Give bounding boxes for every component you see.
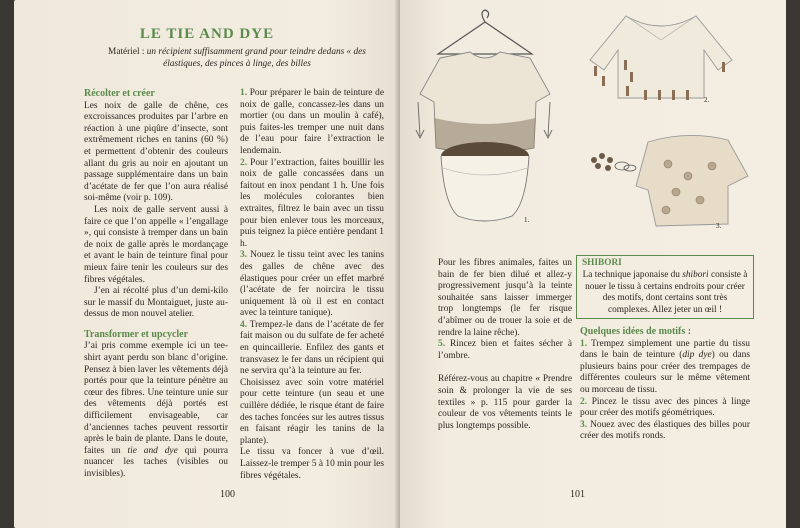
step-4-note-1: Choisissez avec soin votre matériel pour cette teinture (un seau et une cuillère dédiée, le risque étant de faire des taches foncées sur les autres tissus en faisant réagir les tanins de la plante). [240, 377, 384, 446]
fibres-column [438, 258, 572, 432]
illustration-marbles [578, 126, 758, 236]
right-page [400, 0, 786, 528]
motif-1: 1. Trempez simplement une partie du tissu dans le bain de teinture (dip dye) ou dans plusieurs bains pour créer des trempages de différentes couleurs sur le même vêtement ou morceau de tissu. [580, 338, 750, 395]
shibori-title: SHIBORI [582, 258, 622, 268]
step-2: 2. Pour l’extraction, faites bouillir les noix de galle concassées dans un faitout en inox pendant 1 h. Une fois les molécules colorantes bien extraites, filtrez le bain avec un tissu pour bien enlever tous les morceaux, puis teignez la pièce entière pendant 1 h. [240, 157, 384, 249]
step-4: 4. Trempez-le dans de l’acétate de fer fait maison ou du sulfate de fer acheté en quincaillerie. Enfilez des gants et transvasez le fer dans un récipient qui ne servira qu’à la teinture au fer. [240, 319, 384, 377]
refer-paragraph: Référez-vous au chapitre « Prendre soin & prolonger la vie de ses textiles » p. 115 pour garder la couleur de vos vêtements teints le plus longtemps possible. [438, 374, 572, 431]
recolter-heading: Récolter et créer [84, 88, 155, 99]
materiel-text: un récipient suffisamment grand pour teindre dedans « des élastiques, des pinces à linge, des billes [146, 47, 366, 69]
page-title: LE TIE AND DYE [139, 26, 275, 42]
transformer-heading: Transformer et upcycler [84, 328, 189, 340]
step-4-note-2: Le tissu va foncer à vue d’œil. Laissez-le tremper 5 à 10 min pour les fibres végétales. [240, 447, 384, 481]
figure-label-2: 2. [704, 96, 710, 104]
step-1: 1. Pour préparer le bain de teinture de noix de galle, concassez-les dans un mortier (ou dans un moulin à café), puis faites-les tremper une nuit dans de l’eau pour faire l’extraction le lendemain. [240, 88, 384, 156]
illustration-dip-dye [410, 8, 560, 236]
page-number-left: 100 [220, 489, 235, 500]
steps-column [240, 88, 384, 482]
step-3: 3. Nouez le tissu teint avec les tanins des galles de chêne avec des élastiques pour créer un effet marbré (l’acétate de fer noircira le tissu uniquement là où il est en contact avec la teinture tanique). [240, 250, 384, 319]
recolter-paragraph-2: Les noix de galle servent aussi à faire ce que l’on appelle « l’engallage », qui consiste à tremper dans un bain de noix de galle après le mordançage et avant le bain de teinture final pour mieux faire tenir les couleurs sur des fibres végétales. [84, 204, 228, 285]
materiel-label: Matériel : [108, 47, 147, 57]
step-5: 5. Rincez bien et faites sécher à l’ombre. [438, 339, 572, 361]
transformer-paragraph: J’ai pris comme exemple ici un tee-shirt ayant perdu son blanc d’origine. Pensez à bien laver les vêtements déjà portés pour que la teinture pénètre au cœur des fibres. Une teinture unie sur des vêtements déjà portés est difficilement envisageable, car d’anciennes taches peuvent ressortir après le bain de plante. Dans le doute, faites un tie and dye qui pourra nuancer les taches (visibles ou invisibles). [84, 341, 228, 479]
motifs-heading: Quelques idées de motifs : [580, 326, 692, 337]
recolter-paragraph-1: Les noix de galle de chêne, ces excroissances produites par l’arbre en réaction à une piqûre d’insecte, sont extrêmement riches en tanins (60 %) et permettent d’obtenir des couleurs allant du gris au noir en ajoutant un passage supplémentaire dans un bain d’acétate de fer que l’on aura réalisé soi-même (voir p. 109). [84, 100, 228, 204]
left-column [84, 88, 228, 481]
illustration-clothespins [586, 10, 736, 110]
page-number-right: 101 [570, 489, 585, 500]
materiel-line [102, 46, 372, 70]
left-page [14, 0, 400, 528]
recolter-paragraph-3: J’en ai récolté plus d’un demi-kilo sur le massif du Montaiguet, juste au-dessus de mon nouvel atelier. [84, 286, 228, 320]
motifs-column [580, 326, 750, 443]
motif-2: 2. Pincez le tissu avec des pinces à linge pour créer des motifs géométriques. [580, 396, 750, 419]
figure-label-3: 3. [716, 222, 722, 230]
motif-3: 3. Nouez avec des élastiques des billes pour créer des motifs ronds. [580, 419, 750, 442]
figure-label-1: 1. [524, 216, 530, 224]
fibres-paragraph: Pour les fibres animales, faites un bain de fer bien dilué et allez-y progressivement jusqu’à la teinte souhaitée sans laisser immerger trop longtemps (le fer risque d’abîmer ou de trouer la soie et de rendre la laine rêche). [438, 258, 572, 338]
shibori-box: SHIBORI La technique japonaise du shibori consiste à nouer le tissu à certains endroits pour créer des motifs, dont certains sont très complexes. Allez jeter un œil ! [576, 255, 754, 319]
